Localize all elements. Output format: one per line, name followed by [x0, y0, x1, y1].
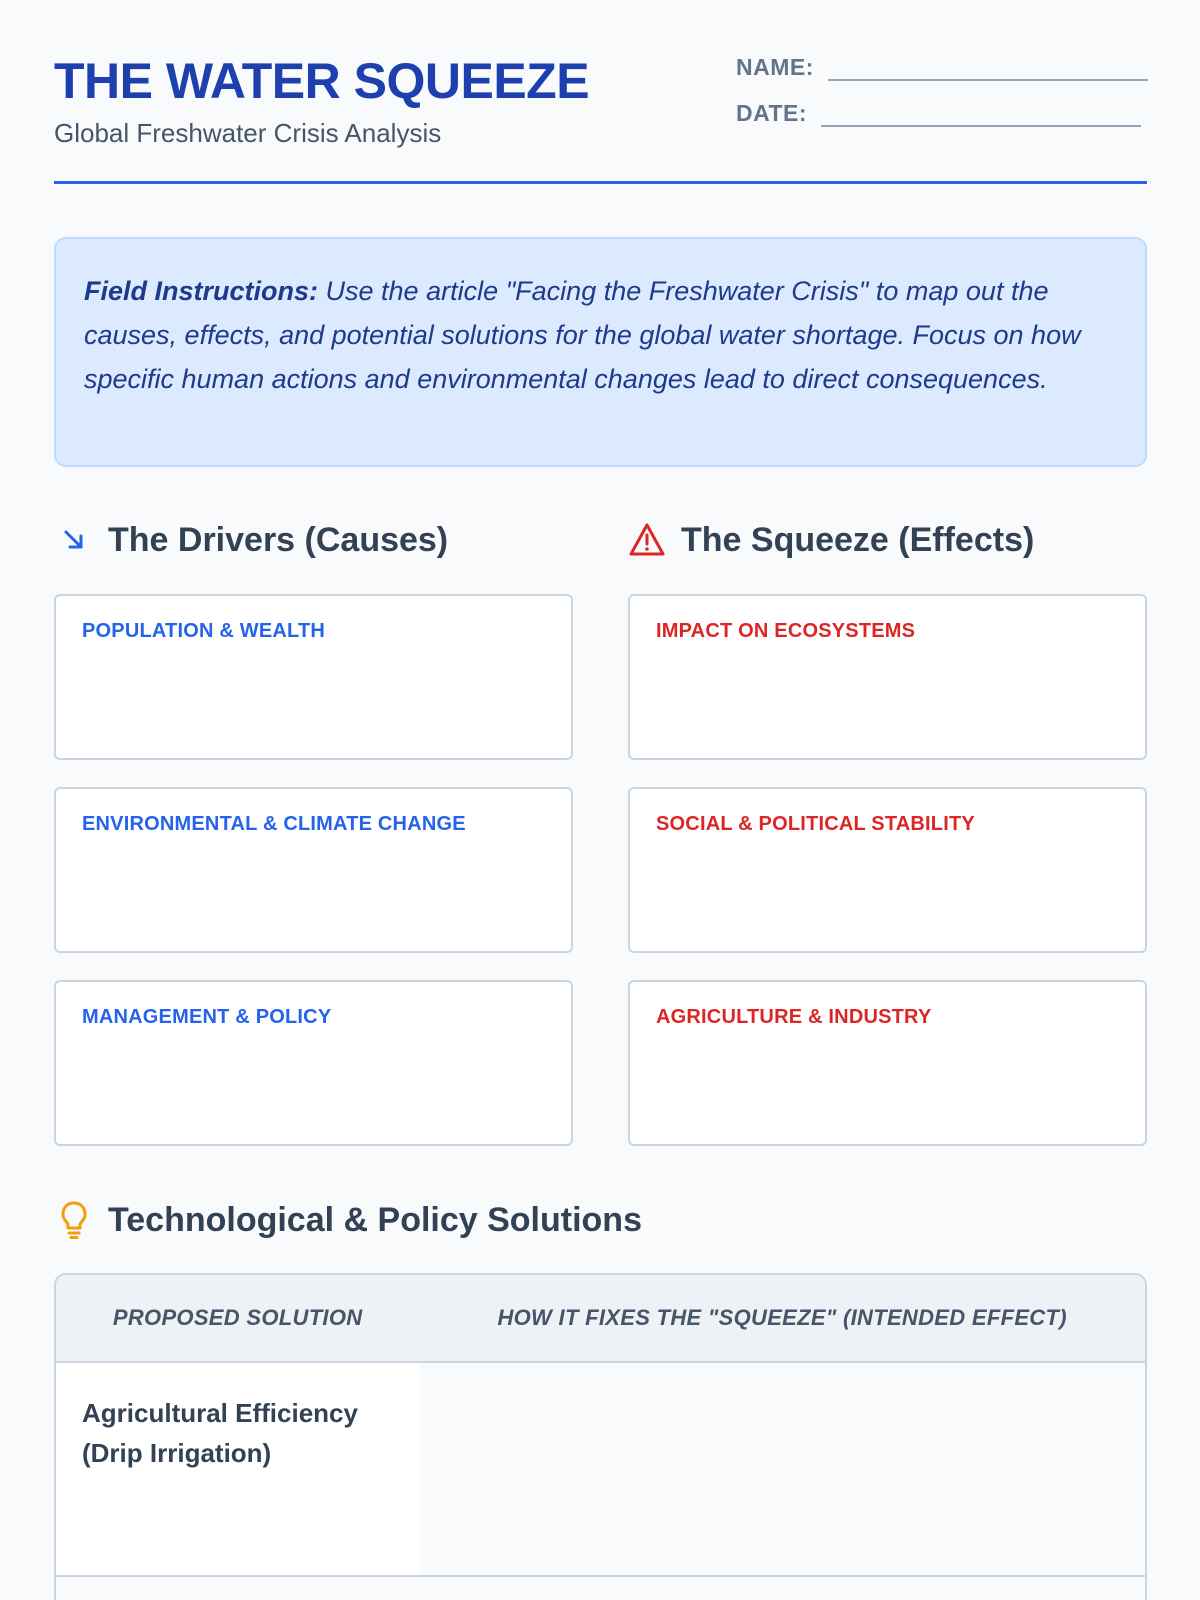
column-header-solution: PROPOSED SOLUTION [112, 1305, 363, 1330]
name-input-line[interactable] [828, 59, 1148, 81]
effects-heading [627, 520, 1034, 560]
solutions-heading-text: Technological & Policy Solutions [108, 1200, 642, 1239]
cause-box-environmental[interactable] [54, 787, 573, 953]
date-label: DATE: [736, 100, 808, 126]
effect-box-social[interactable] [628, 787, 1147, 953]
instructions-box [54, 237, 1147, 467]
cause-box-population[interactable] [54, 594, 573, 760]
date-input-line[interactable] [821, 105, 1141, 127]
table-header [56, 1275, 1145, 1363]
cause-box-label: MANAGEMENT & POLICY [82, 1006, 332, 1028]
warning-triangle-icon [627, 520, 667, 560]
effect-box-agriculture[interactable] [628, 980, 1147, 1146]
page-title: THE WATER SQUEEZE [54, 53, 590, 109]
instructions-text: Use the article "Facing the Freshwater Crisis" to map out the causes, effects, and potential solutions for the global water shortage. Focus on how specific human actions and environmental changes lead to direct consequences. [84, 276, 1081, 394]
cause-box-management[interactable] [54, 980, 573, 1146]
effects-heading-text: The Squeeze (Effects) [681, 520, 1035, 559]
worksheet-page [54, 0, 1147, 1468]
table-row [56, 1363, 1145, 1577]
effect-box-label: IMPACT ON ECOSYSTEMS [656, 620, 916, 642]
causes-heading [54, 520, 448, 560]
worksheet-header [54, 0, 1147, 184]
effect-box-label: SOCIAL & POLITICAL STABILITY [656, 813, 975, 835]
arrow-down-right-icon [54, 520, 94, 560]
column-header-effect: HOW IT FIXES THE "SQUEEZE" (INTENDED EFFECT) [497, 1305, 1067, 1330]
solutions-table [54, 1273, 1147, 1600]
date-field [736, 100, 1141, 127]
lightbulb-icon [54, 1200, 94, 1240]
effect-cell[interactable] [420, 1363, 1145, 1575]
effect-box-ecosystems[interactable] [628, 594, 1147, 760]
name-field [736, 54, 1148, 81]
effect-box-label: AGRICULTURE & INDUSTRY [656, 1006, 932, 1028]
causes-heading-text: The Drivers (Causes) [108, 520, 449, 559]
cause-box-label: ENVIRONMENTAL & CLIMATE CHANGE [82, 813, 466, 835]
name-label: NAME: [736, 54, 814, 80]
cause-box-label: POPULATION & WEALTH [82, 620, 326, 642]
instructions-lead: Field Instructions: [84, 276, 319, 306]
page-subtitle: Global Freshwater Crisis Analysis [54, 118, 442, 148]
solutions-heading [54, 1200, 642, 1240]
solution-cell: Agricultural Efficiency (Drip Irrigation) [56, 1363, 420, 1575]
